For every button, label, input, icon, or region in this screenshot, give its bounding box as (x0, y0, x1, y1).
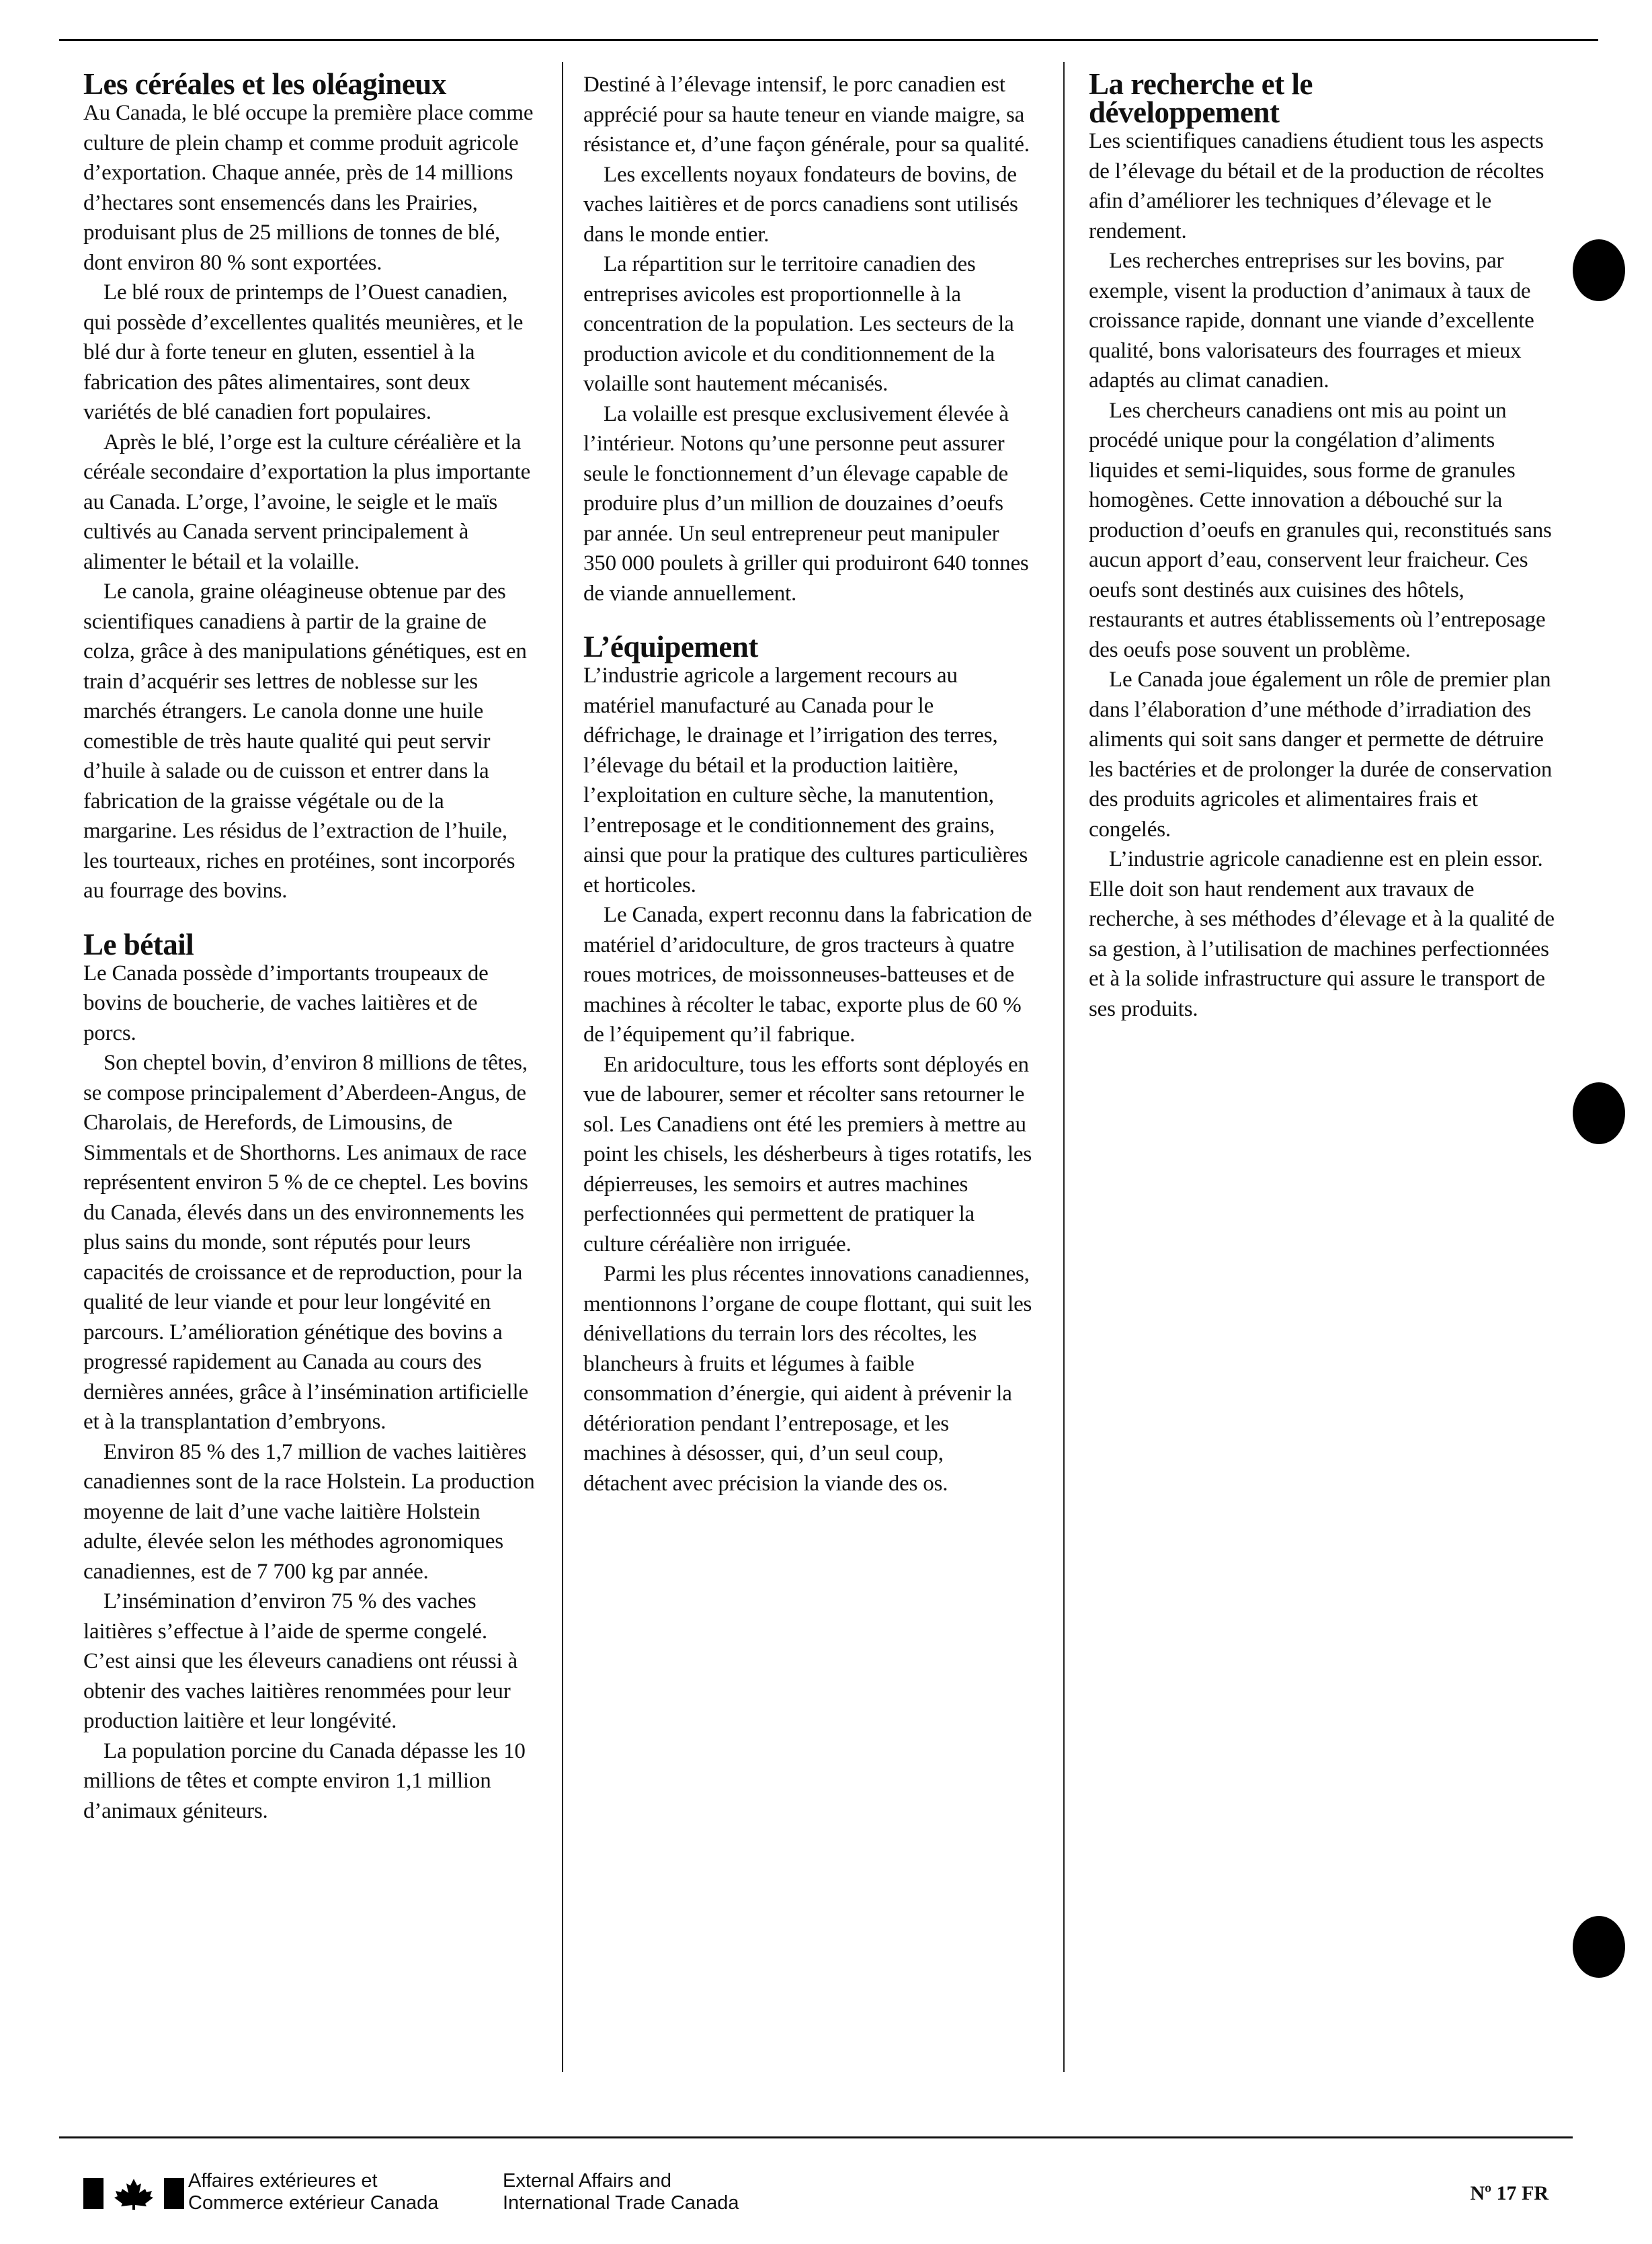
paragraph: Destiné à l’élevage intensif, le porc canadien est apprécié pour sa haute teneur en viande maigre, sa résistance et, d’une façon générale, pour sa qualité. (583, 73, 1030, 157)
department-en-line-1: External Affairs and (503, 2170, 671, 2192)
binder-hole-3 (1573, 1916, 1625, 1978)
paragraph: La répartition sur le territoire canadien des entreprises avicoles est proportionnelle à la concentration de la population. Les secteurs de la production avicole et du conditionnement de la volaille sont hautement mécanisés. (583, 252, 1014, 396)
section-betail (83, 927, 535, 1827)
top-rule (59, 39, 1598, 41)
paragraph: Le Canada possède d’importants troupeaux de bovins de boucherie, de vaches laitières et de porcs. (83, 961, 489, 1045)
binder-hole-1 (1573, 239, 1625, 301)
paragraph: Après le blé, l’orge est la culture céréalière et la céréale secondaire d’exportation la plus importante au Canada. L’orge, l’avoine, le seigle et le maïs cultivés au Canada servent principalement à alimenter le bétail et la volaille. (83, 430, 531, 574)
column-divider-2 (1063, 62, 1065, 2072)
paragraph: La population porcine du Canada dépasse les 10 millions de têtes et compte environ 1,1 million d’animaux géniteurs. (83, 1738, 526, 1823)
heading-cereales: Les céréales et les oléagineux (83, 67, 446, 101)
paragraph: Les scientifiques canadiens étudient tous les aspects de l’élevage du bétail et de la production de récoltes afin d’améliorer les techniques d’élevage et le rendement. (1089, 129, 1544, 243)
department-fr-line-1: Affaires extérieures et (188, 2170, 378, 2192)
section-equipement (583, 630, 1032, 1498)
department-en-line-2: International Trade Canada (503, 2192, 739, 2214)
heading-betail: Le bétail (83, 927, 194, 961)
paragraph: L’industrie agricole a largement recours au matériel manufacturé au Canada pour le défrichage, le drainage et l’irrigation des terres, l’élevage du bétail et la production laitière, l’exploitation en culture sèche, la manutention, l’entreposage et le conditionnement des grains, ainsi que pour la pratique des cultures particulières et horticoles. (583, 664, 1028, 897)
paragraph: Environ 85 % des 1,7 million de vaches laitières canadiennes sont de la race Holstein. La production moyenne de lait d’une vache laitière Holstein adulte, élevée selon les méthodes agronomiques canadiennes, est de 7 700 kg par année. (83, 1439, 535, 1584)
paragraph: La volaille est presque exclusivement élevée à l’intérieur. Notons qu’une personne peut assurer seule le fonctionnement d’un élevage capable de produire plus d’un million de douzaines d’oeufs par année. Un seul entrepreneur peut manipuler 350 000 poulets à griller qui produiront 640 tonnes de viande annuellement. (583, 401, 1029, 606)
paragraph: L’industrie agricole canadienne est en plein essor. Elle doit son haut rendement aux travaux de recherche, à ses méthodes d’élevage et à la qualité de sa gestion, à l’utilisation de machines perfectionnées et à la solide infrastructure qui assure le transport de ses produits. (1089, 847, 1555, 1021)
column-3 (1089, 67, 1559, 1024)
paragraph: L’insémination d’environ 75 % des vaches laitières s’effectue à l’aide de sperme congelé. C’est ainsi que les éleveurs canadiens ont réussi à obtenir des vaches laitières renommées pour leur production laitière et leur longévité. (83, 1589, 518, 1733)
department-name-french (188, 2170, 438, 2214)
paragraph: En aridoculture, tous les efforts sont déployés en vue de labourer, semer et récolter sans retourner le sol. Les Canadiens ont été les premiers à mettre au point les chisels, les désherbeurs à tiges rotatifs, les dépierreuses, les semoirs et autres machines perfectionnées qui permettent de pratiquer la culture céréalière non irriguée. (583, 1052, 1032, 1256)
heading-recherche: La recherche et le développement (1089, 67, 1313, 129)
column-divider-1 (562, 62, 563, 2072)
paragraph: Parmi les plus récentes innovations canadiennes, mentionnons l’organe de coupe flottant, qui suit les dénivellations du terrain lors des récoltes, les blancheurs à fruits et légumes à faible consommation d’énergie, qui aident à prévenir la détérioration pendant l’entreposage, et les machines à désosser, qui, d’un seul coup, détachent avec précision la viande des os. (583, 1262, 1032, 1496)
paragraph: Les chercheurs canadiens ont mis au point un procédé unique pour la congélation d’aliments liquides et semi-liquides, sous forme de granules homogènes. Cette innovation a débouché sur la production d’oeufs en granules qui, reconstitués sans aucun apport d’eau, conservent leur fraicheur. Ces oeufs sont destinés aux cuisines des hôtels, restaurants et autres établissements où l’entreposage des oeufs pose souvent un problème. (1089, 398, 1552, 662)
section-cereales (83, 67, 535, 906)
paragraph: Le Canada, expert reconnu dans la fabrication de matériel d’aridoculture, de gros tracteurs à quatre roues motrices, de moissonneuses-batteuses et de machines à récolter le tabac, exporte plus de 60 % de l’équipement qu’il fabrique. (583, 903, 1032, 1047)
paragraph: Les recherches entreprises sur les bovins, par exemple, visent la production d’animaux à taux de croissance rapide, donnant une viande d’excellente qualité, bons valorisateurs des fourrages et mieux adaptés au climat canadien. (1089, 249, 1534, 393)
section-betail-continued (583, 70, 1032, 608)
heading-equipement: L’équipement (583, 630, 758, 664)
column-1 (83, 67, 535, 1826)
paragraph: Son cheptel bovin, d’environ 8 millions de têtes, se compose principalement d’Aberdeen-Angus, de Charolais, de Herefords, de Limousins, de Simmentals et de Shorthorns. Les animaux de race représentent environ 5 % de ce cheptel. Les bovins du Canada, élevés dans un des environnements les plus sains du monde, sont réputés pour leurs capacités de croissance et de reproduction, pour la qualité de leur viande et pour leur longévité en parcours. L’amélioration génétique des bovins a progressé rapidement au Canada au cours des dernières années, grâce à l’insémination artificielle et à la transplantation d’embryons. (83, 1051, 528, 1434)
bottom-rule (59, 2136, 1573, 2138)
paragraph: Le canola, graine oléagineuse obtenue par des scientifiques canadiens à partir de la graine de colza, grâce à des manipulations génétiques, est en train d’acquérir ses lettres de noblesse sur les marchés étrangers. Le canola donne une huile comestible de très haute qualité qui peut servir d’huile à salade ou de cuisson et entrer dans la fabrication de la graisse végétale ou de la margarine. Les résidus de l’extraction de l’huile, les tourteaux, riches en protéines, sont incorporés au fourrage des bovins. (83, 579, 527, 903)
paragraph: Le Canada joue également un rôle de premier plan dans l’élaboration d’une méthode d’irradiation des aliments qui soit sans danger et permette de détruire les bactéries et de prolonger la durée de conservation des produits agricoles et alimentaires frais et congelés. (1089, 668, 1553, 842)
canada-flag-logo-icon (83, 2177, 184, 2210)
column-2 (583, 70, 1032, 1498)
paragraph: Au Canada, le blé occupe la première place comme culture de plein champ et comme produit agricole d’exportation. Chaque année, près de 14 millions d’hectares sont ensemencés dans les Prairies, produisant plus de 25 millions de tonnes de blé, dont environ 80 % sont exportées. (83, 101, 534, 275)
paragraph: Les excellents noyaux fondateurs de bovins, de vaches laitières et de porcs canadiens sont utilisés dans le monde entier. (583, 162, 1018, 247)
paragraph: Le blé roux de printemps de l’Ouest canadien, qui possède d’excellentes qualités meunières, et le blé dur à forte teneur en gluten, essentiel à la fabrication des pâtes alimentaires, sont deux variétés de blé canadien fort populaires. (83, 280, 524, 424)
document-number: Nº 17 FR (1470, 2182, 1548, 2204)
footer (83, 2170, 1548, 2217)
section-recherche (1089, 67, 1559, 1024)
department-fr-line-2: Commerce extérieur Canada (188, 2192, 439, 2214)
binder-hole-2 (1573, 1082, 1625, 1144)
department-name-english (503, 2170, 739, 2214)
